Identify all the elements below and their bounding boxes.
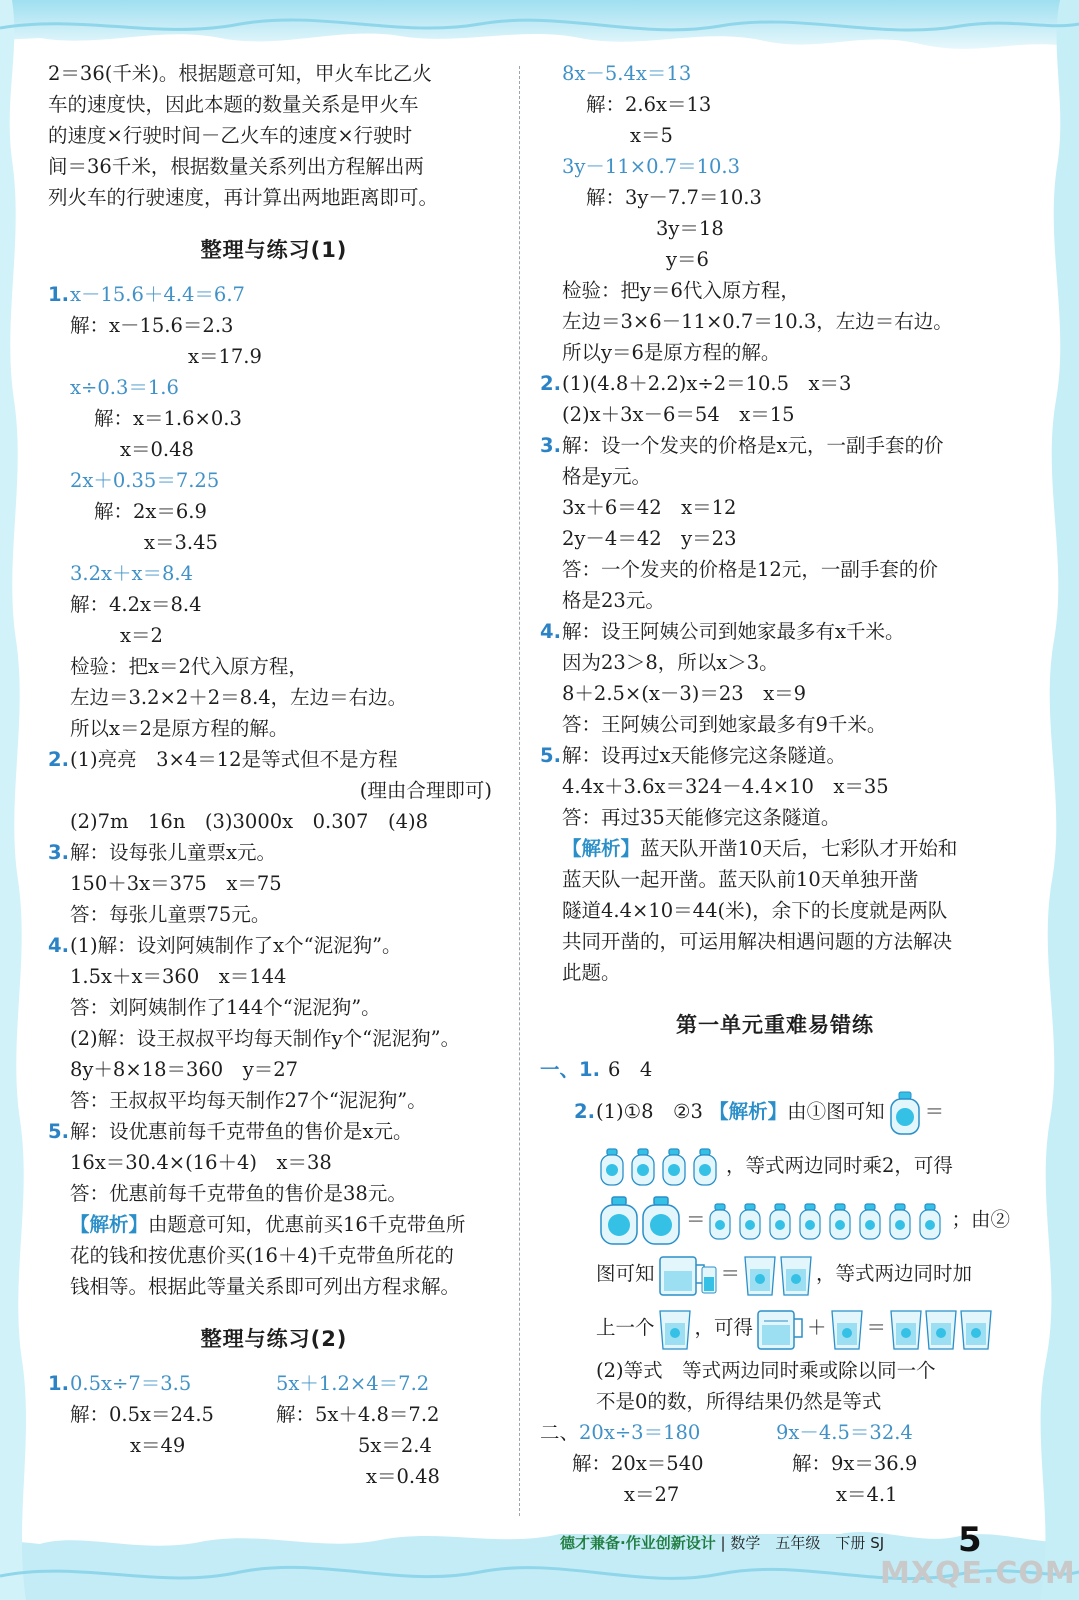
analysis-text: 隧道4.4×10＝44(米)，余下的长度就是两队 xyxy=(562,899,948,922)
analysis-text: 此题。 xyxy=(562,961,621,984)
answer-text: 4.4x＋3.6x＝324－4.4×10 x＝35 xyxy=(562,775,889,798)
two-cups-icon xyxy=(743,1253,813,1297)
solution-line: x＝49 xyxy=(130,1434,186,1457)
question-number: 5. xyxy=(540,744,561,767)
section-title-practice-1: 整理与练习(1) xyxy=(200,238,348,262)
answer-text: 答：优惠前每千克带鱼的售价是38元。 xyxy=(70,1182,407,1205)
check-line: 左边＝3.2×2＋2＝8.4，左边＝右边。 xyxy=(70,686,408,709)
answer-text: 答：每张儿童票75元。 xyxy=(70,903,271,926)
answer-text: 解：设每张儿童票x元。 xyxy=(70,841,276,864)
answer-text: 答：一个发夹的价格是12元，一副手套的价 xyxy=(562,558,938,581)
check-line: 检验：把y＝6代入原方程， xyxy=(562,279,800,302)
analysis-text: 由题意可知，优惠前买16千克带鱼所 xyxy=(148,1213,466,1236)
solution-line: 解：2.6x＝13 xyxy=(586,93,712,116)
answer-text: 解：设优惠前每千克带鱼的售价是x元。 xyxy=(70,1120,413,1143)
cup-icon xyxy=(658,1307,692,1351)
footer-volume: 下册 xyxy=(835,1534,866,1552)
footer-edition: SJ xyxy=(870,1534,885,1552)
question-number: 2. xyxy=(540,372,561,395)
intro-line: 列火车的行驶速度，再计算出两地距离即可。 xyxy=(48,186,439,209)
analysis-text: ；由② xyxy=(951,1208,1011,1231)
plus-sign: ＋ xyxy=(807,1316,827,1339)
answer-text: 8＋2.5×(x－3)＝23 x＝9 xyxy=(562,682,807,705)
answer-text: (1)①8 ②3 xyxy=(596,1100,703,1123)
question-number: 3. xyxy=(540,434,561,457)
answer-text: 3x＋6＝42 x＝12 xyxy=(562,496,737,519)
answer-text: (2)7m 16n (3)3000x 0.307 (4)8 xyxy=(70,810,428,833)
equation: x－15.6＋4.4＝6.7 xyxy=(70,283,245,306)
footer-grade: 五年级 xyxy=(775,1534,821,1552)
solution-line: 解：20x＝540 xyxy=(572,1452,704,1475)
answer-text: 不是0的数，所得结果仍然是等式 xyxy=(596,1390,882,1413)
answer-text: 答：王叔叔平均每天制作27个“泥泥狗”。 xyxy=(70,1089,427,1112)
answer-text: 16x＝30.4×(16＋4) x＝38 xyxy=(70,1151,332,1174)
analysis-text: 蓝天队一起开凿。蓝天队前10天单独开凿 xyxy=(562,868,919,891)
question-number: 一、1. xyxy=(540,1058,600,1081)
answer-text: 解：设再过x天能修完这条隧道。 xyxy=(562,744,846,767)
equation: 2x＋0.35＝7.25 xyxy=(70,469,220,492)
intro-line: 2＝36(千米)。根据题意可知，甲火车比乙火 xyxy=(48,62,432,85)
equals-sign: ＝ xyxy=(924,1100,945,1123)
solution-line: x＝5 xyxy=(630,124,673,147)
answer-text: 2y－4＝42 y＝23 xyxy=(562,527,737,550)
equation: 8x－5.4x＝13 xyxy=(562,62,692,85)
equals-sign: ＝ xyxy=(720,1262,741,1285)
solution-line: 解：9x＝36.9 xyxy=(792,1452,918,1475)
answer-text: 解：设一个发夹的价格是x元，一副手套的价 xyxy=(562,434,944,457)
analysis-text: ，可得 xyxy=(694,1316,754,1339)
question-number: 5. xyxy=(48,1120,69,1143)
solution-line: 解：4.2x＝8.4 xyxy=(70,593,202,616)
solution-line: y＝6 xyxy=(666,248,709,271)
analysis-text: 蓝天队开凿10天后，七彩队才开始和 xyxy=(640,837,958,860)
jug-icon xyxy=(756,1307,804,1351)
solution-line: 解：x＝1.6×0.3 xyxy=(94,407,242,430)
answer-text: 格是y元。 xyxy=(562,465,652,488)
solution-line: 解：5x＋4.8＝7.2 xyxy=(276,1403,440,1426)
big-bottle-icon xyxy=(888,1090,922,1136)
check-line: 所以y＝6是原方程的解。 xyxy=(562,341,781,364)
answer-text: 答：再过35天能修完这条隧道。 xyxy=(562,806,841,829)
analysis-text: ，等式两边同时乘2，可得 xyxy=(726,1154,953,1177)
answer-text: (2)解：设王叔叔平均每天制作y个“泥泥狗”。 xyxy=(70,1027,461,1050)
footer-brand: 德才兼备·作业创新设计 xyxy=(560,1534,716,1552)
analysis-text: 由①图可知 xyxy=(787,1100,885,1123)
equation: 9x－4.5＝32.4 xyxy=(776,1421,913,1444)
equals-sign: ＝ xyxy=(686,1208,706,1231)
answer-text: 答：刘阿姨制作了144个“泥泥狗”。 xyxy=(70,996,381,1019)
solution-line: 解：0.5x＝24.5 xyxy=(70,1403,214,1426)
question-number: 4. xyxy=(540,620,561,643)
question-number: 4. xyxy=(48,934,69,957)
solution-line: x＝0.48 xyxy=(366,1465,440,1488)
equation: 5x＋1.2×4＝7.2 xyxy=(276,1372,430,1395)
equation: 3y－11×0.7＝10.3 xyxy=(562,155,741,178)
footer-separator: | xyxy=(720,1534,726,1552)
analysis-label: 【解析】 xyxy=(709,1100,788,1123)
jug-and-cup-icon xyxy=(658,1253,718,1297)
solution-line: 解：x－15.6＝2.3 xyxy=(70,314,234,337)
question-number: 1. xyxy=(48,1372,69,1395)
left-column xyxy=(48,58,500,1492)
footer-bar xyxy=(560,1532,884,1553)
answer-text: 1.5x＋x＝360 x＝144 xyxy=(70,965,287,988)
answer-text: (1)(4.8＋2.2)x÷2＝10.5 x＝3 xyxy=(562,372,852,395)
small-bottles-icon xyxy=(599,1147,723,1187)
analysis-text: 上一个 xyxy=(596,1316,655,1339)
answer-note: (理由合理即可) xyxy=(359,779,492,802)
solution-line: x＝2 xyxy=(120,624,163,647)
question-number: 1. xyxy=(48,283,69,306)
answer-text: 格是23元。 xyxy=(562,589,665,612)
watermark: MXQE.COM xyxy=(880,1556,1076,1591)
answer-text: (2)x＋3x－6＝54 x＝15 xyxy=(562,403,795,426)
solution-line: x＝4.1 xyxy=(836,1483,898,1506)
three-cups-icon xyxy=(889,1307,993,1351)
question-number: 2. xyxy=(574,1100,595,1123)
question-number: 2. xyxy=(48,748,69,771)
equation: 0.5x÷7＝3.5 xyxy=(70,1372,192,1395)
analysis-label: 【解析】 xyxy=(70,1213,149,1236)
eight-small-bottles-icon xyxy=(709,1201,949,1241)
solution-line: 3y＝18 xyxy=(656,217,724,240)
intro-line: 的速度×行驶时间－乙火车的速度×行驶时 xyxy=(48,124,413,147)
answer-text: 150＋3x＝375 x＝75 xyxy=(70,872,282,895)
check-line: 所以x＝2是原方程的解。 xyxy=(70,717,289,740)
section-title-practice-2: 整理与练习(2) xyxy=(200,1327,348,1351)
footer-subject: 数学 xyxy=(730,1534,761,1552)
section-title-unit-review: 第一单元重难易错练 xyxy=(676,1013,874,1037)
equation: 20x÷3＝180 xyxy=(579,1421,701,1444)
answer-text: (1)解：设刘阿姨制作了x个“泥泥狗”。 xyxy=(70,934,402,957)
solution-line: 解：3y－7.7＝10.3 xyxy=(586,186,762,209)
solution-line: x＝0.48 xyxy=(120,438,194,461)
solution-line: 解：2x＝6.9 xyxy=(94,500,207,523)
answer-text: 答：王阿姨公司到她家最多有9千米。 xyxy=(562,713,887,736)
equation: x÷0.3＝1.6 xyxy=(70,376,179,399)
answer-text: 因为23＞8，所以x＞3。 xyxy=(562,651,779,674)
check-line: 左边＝3×6－11×0.7＝10.3，左边＝右边。 xyxy=(562,310,953,333)
equals-sign: ＝ xyxy=(866,1316,887,1339)
question-number: 二、 xyxy=(540,1421,580,1444)
column-divider xyxy=(519,66,520,1516)
analysis-text: 共同开凿的，可运用解决相遇问题的方法解决 xyxy=(562,930,953,953)
answer-text: (2)等式 等式两边同时乘或除以同一个 xyxy=(596,1359,936,1382)
answer-text: (1)亮亮 3×4＝12是等式但不是方程 xyxy=(70,748,398,771)
cup-icon xyxy=(830,1307,864,1351)
intro-line: 车的速度快，因此本题的数量关系是甲火车 xyxy=(48,93,419,116)
analysis-text: 图可知 xyxy=(596,1262,655,1285)
page-number: 5 xyxy=(958,1520,982,1560)
answer-text: 8y＋8×18＝360 y＝27 xyxy=(70,1058,299,1081)
analysis-text: 花的钱和按优惠价买(16＋4)千克带鱼所花的 xyxy=(70,1244,454,1267)
analysis-label: 【解析】 xyxy=(562,837,641,860)
intro-line: 间＝36千米，根据数量关系列出方程解出两 xyxy=(48,155,424,178)
analysis-text: ，等式两边同时加 xyxy=(816,1262,973,1285)
solution-line: x＝3.45 xyxy=(144,531,218,554)
equation: 3.2x＋x＝8.4 xyxy=(70,562,194,585)
question-number: 3. xyxy=(48,841,69,864)
solution-line: x＝27 xyxy=(624,1483,680,1506)
right-column xyxy=(540,58,1010,1510)
solution-line: 5x＝2.4 xyxy=(358,1434,432,1457)
answer-text: 解：设王阿姨公司到她家最多有x千米。 xyxy=(562,620,905,643)
check-line: 检验：把x＝2代入原方程， xyxy=(70,655,308,678)
two-big-bottles-icon xyxy=(599,1196,683,1246)
answer-text: 6 4 xyxy=(607,1058,653,1081)
analysis-text: 钱相等。根据此等量关系即可列出方程求解。 xyxy=(70,1275,461,1298)
solution-line: x＝17.9 xyxy=(188,345,262,368)
